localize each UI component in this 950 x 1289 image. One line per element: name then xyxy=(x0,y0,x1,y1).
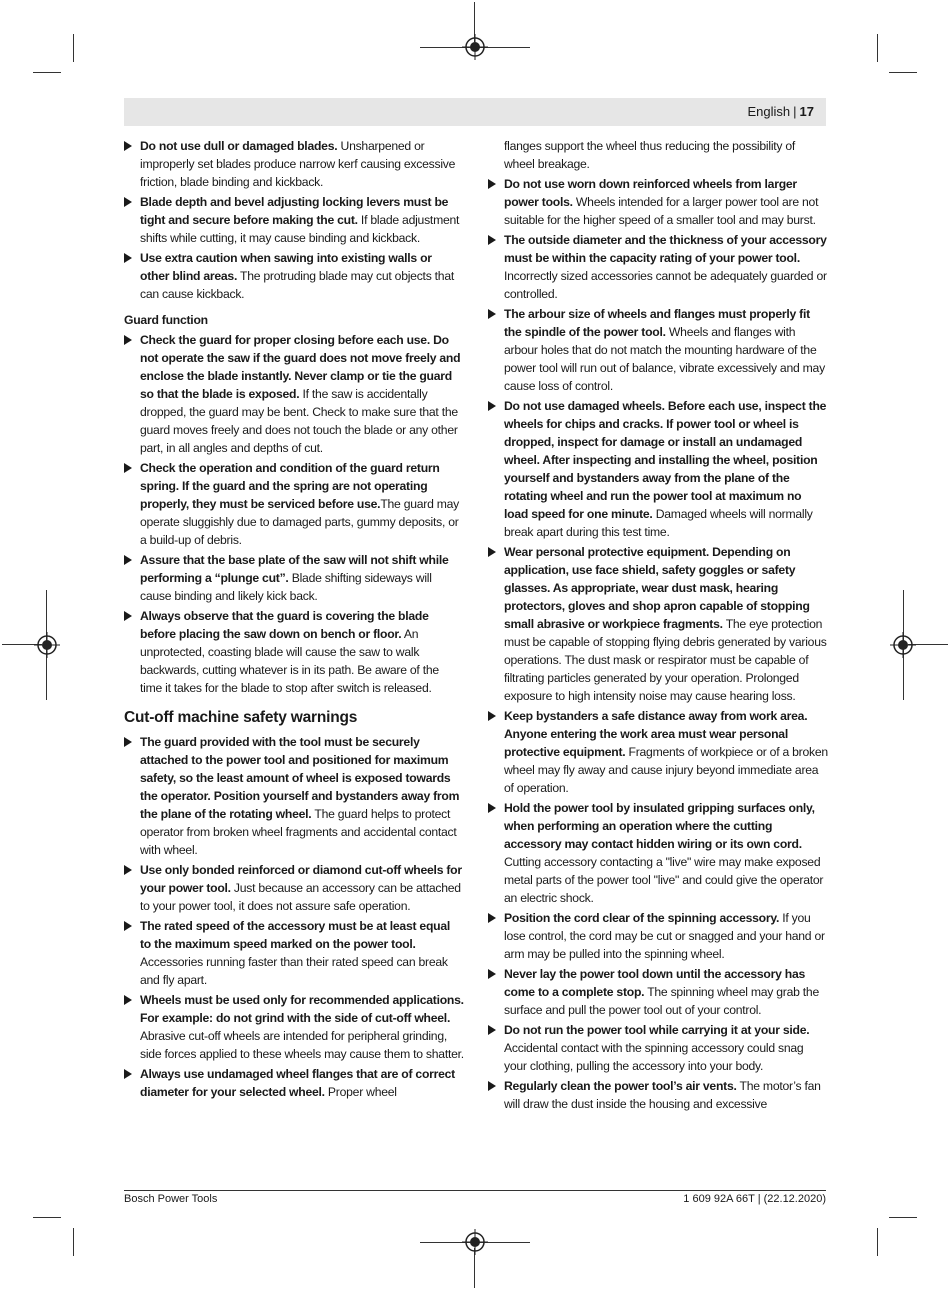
bullet-item xyxy=(124,733,464,859)
bullet-arrow-icon xyxy=(124,995,132,1005)
bullet-bold-text: Check the guard for proper closing before each use. Do not operate the saw if the guard does not move freely and enclose the blade instantly. Never clamp or tie the guard so that the blade is exposed. xyxy=(140,333,461,401)
bullet-text: If you lose control, the cord may be cut or snagged and your hand or arm may be pulled into the spinning wheel. xyxy=(504,911,825,961)
left-column xyxy=(124,137,464,1103)
guard-function-heading: Guard function xyxy=(124,313,208,327)
cutoff-section-title: Cut-off machine safety warnings xyxy=(124,709,358,726)
safety-list-top xyxy=(124,137,464,303)
page-header xyxy=(124,98,826,126)
bullet-arrow-icon xyxy=(124,921,132,931)
continuation-text: flanges support the wheel thus reducing the possibility of wheel breakage. xyxy=(504,139,796,171)
bullet-bold-text: The guard provided with the tool must be securely attached to the power tool and positioned for maximum safety, so the least amount of wheel is exposed towards the operator. Position yourself and bystanders away from the plane of the rotating wheel. xyxy=(140,735,460,821)
bullet-item xyxy=(488,909,828,963)
bullet-bold-text: Check the operation and condition of the guard return spring. If the guard and the spring are not operating properly, they must be serviced before use. xyxy=(140,461,440,511)
bullet-bold-text: Use extra caution when sawing into existing walls or other blind areas. xyxy=(140,251,432,283)
bullet-arrow-icon xyxy=(488,969,496,979)
bullet-text: The motor’s fan will draw the dust inside the housing and excessive xyxy=(504,1079,821,1111)
guard-list xyxy=(124,331,464,697)
bullet-arrow-icon xyxy=(488,235,496,245)
bullet-bold-text: Position the cord clear of the spinning accessory. xyxy=(504,911,780,925)
crop-mark xyxy=(889,1217,917,1218)
bullet-item xyxy=(488,707,828,797)
bullet-item xyxy=(124,459,464,549)
registration-target-icon xyxy=(462,34,488,60)
bullet-text: Proper wheel xyxy=(324,1085,397,1099)
bullet-bold-text: The rated speed of the accessory must be at least equal to the maximum speed marked on the power tool. xyxy=(140,919,451,951)
bullet-arrow-icon xyxy=(124,197,132,207)
bullet-bold-text: Hold the power tool by insulated gripping surfaces only, when performing an operation where the cutting accessory may contact hidden wiring or its own cord. xyxy=(504,801,815,851)
bullet-bold-text: The outside diameter and the thickness of your accessory must be within the capacity rating of your power tool. xyxy=(504,233,827,265)
bullet-text: The protruding blade may cut objects that can cause kickback. xyxy=(140,269,455,301)
bullet-arrow-icon xyxy=(488,547,496,557)
footer-doc-id: 1 609 92A 66T | (22.12.2020) xyxy=(683,1193,826,1205)
bullet-text: Abrasive cut-off wheels are intended for peripheral grinding, side forces applied to these wheels may cause them to shatter. xyxy=(140,1029,464,1061)
bullet-arrow-icon xyxy=(488,179,496,189)
bullet-bold-text: Wheels must be used only for recommended applications. For example: do not grind with the side of cut-off wheel. xyxy=(140,993,464,1025)
header-separator: | xyxy=(793,104,797,119)
bullet-item xyxy=(488,1021,828,1075)
bullet-bold-text: Use only bonded reinforced or diamond cut-off wheels for your power tool. xyxy=(140,863,462,895)
bullet-text: Damaged wheels will normally break apart during this test time. xyxy=(504,507,813,539)
bullet-bold-text: Always use undamaged wheel flanges that are of correct diameter for your selected wheel. xyxy=(140,1067,455,1099)
bullet-item xyxy=(124,249,464,303)
bullet-item xyxy=(124,1065,464,1101)
crop-mark xyxy=(73,34,74,62)
bullet-text: If the saw is accidentally dropped, the guard may be bent. Check to make sure that the guard moves freely and does not touch the blade or any other part, in all angles and depths of cut. xyxy=(140,387,458,455)
bullet-text: Blade shifting sideways will cause binding and likely kick back. xyxy=(140,571,432,603)
bullet-item xyxy=(488,799,828,907)
bullet-arrow-icon xyxy=(124,463,132,473)
bullet-item xyxy=(488,305,828,395)
crop-mark xyxy=(73,1228,74,1256)
header-language: English xyxy=(747,104,791,119)
bullet-bold-text: Keep bystanders a safe distance away from work area. Anyone entering the work area must wear personal protective equipment. xyxy=(504,709,808,759)
bullet-arrow-icon xyxy=(124,141,132,151)
bullet-arrow-icon xyxy=(488,913,496,923)
bullet-item xyxy=(124,861,464,915)
header-label xyxy=(748,104,815,120)
bullet-bold-text: Do not run the power tool while carrying it at your side. xyxy=(504,1023,810,1037)
bullet-text: The spinning wheel may grab the surface and pull the power tool out of your control. xyxy=(504,985,819,1017)
bullet-text: Wheels intended for a larger power tool are not suitable for the higher speed of a smaller tool and may burst. xyxy=(504,195,819,227)
bullet-item xyxy=(488,965,828,1019)
registration-target-icon xyxy=(34,632,60,658)
bullet-arrow-icon xyxy=(488,401,496,411)
bullet-text: The eye protection must be capable of stopping flying debris generated by various operations. The dust mask or respirator must be capable of filtrating particles generated by your operation. Prolonged exposure to high intensity noise may cause hearing loss. xyxy=(504,617,827,703)
bullet-item xyxy=(124,607,464,697)
crop-mark xyxy=(33,1217,61,1218)
bullet-bold-text: The arbour size of wheels and flanges must properly fit the spindle of the power tool. xyxy=(504,307,810,339)
bullet-item xyxy=(124,917,464,989)
bullet-item xyxy=(124,331,464,457)
cutoff-list-continued xyxy=(488,175,828,1113)
bullet-arrow-icon xyxy=(488,309,496,319)
bullet-bold-text: Assure that the base plate of the saw will not shift while performing a “plunge cut”. xyxy=(140,553,449,585)
bullet-arrow-icon xyxy=(124,611,132,621)
footer-rule xyxy=(124,1190,826,1191)
crop-mark xyxy=(877,34,878,62)
right-column xyxy=(488,137,828,1115)
bullet-item xyxy=(488,1077,828,1113)
bullet-text: If blade adjustment shifts while cutting, it may cause binding and kickback. xyxy=(140,213,460,245)
bullet-arrow-icon xyxy=(124,555,132,565)
footer-brand: Bosch Power Tools xyxy=(124,1193,218,1205)
bullet-item xyxy=(124,551,464,605)
bullet-item xyxy=(124,137,464,191)
bullet-arrow-icon xyxy=(124,865,132,875)
bullet-text: Incorrectly sized accessories cannot be adequately guarded or controlled. xyxy=(504,269,827,301)
bullet-bold-text: Regularly clean the power tool’s air vents. xyxy=(504,1079,737,1093)
cutoff-list xyxy=(124,733,464,1101)
bullet-text: Fragments of workpiece or of a broken wheel may fly away and cause injury beyond immediate area of operation. xyxy=(504,745,828,795)
bullet-item xyxy=(488,543,828,705)
bullet-text: Unsharpened or improperly set blades produce narrow kerf causing excessive friction, blade binding and kickback. xyxy=(140,139,456,189)
bullet-arrow-icon xyxy=(124,737,132,747)
bullet-bold-text: Do not use worn down reinforced wheels from larger power tools. xyxy=(504,177,797,209)
bullet-bold-text: Never lay the power tool down until the accessory has come to a complete stop. xyxy=(504,967,806,999)
bullet-item xyxy=(488,231,828,303)
registration-target-icon xyxy=(462,1229,488,1255)
registration-target-icon xyxy=(890,632,916,658)
bullet-text: The guard helps to protect operator from broken wheel fragments and accidental contact with wheel. xyxy=(140,807,457,857)
bullet-bold-text: Wear personal protective equipment. Depending on application, use face shield, safety goggles or safety glasses. As appropriate, wear dust mask, hearing protectors, gloves and shop apron capable of stopping small abrasive or workpiece fragments. xyxy=(504,545,810,631)
bullet-arrow-icon xyxy=(488,711,496,721)
bullet-text: Accessories running faster than their rated speed can break and fly apart. xyxy=(140,955,448,987)
bullet-item xyxy=(124,193,464,247)
bullet-arrow-icon xyxy=(488,1081,496,1091)
bullet-text: Wheels and flanges with arbour holes that do not match the mounting hardware of the power tool will run out of balance, vibrate excessively and may cause loss of control. xyxy=(504,325,825,393)
bullet-item xyxy=(124,991,464,1063)
bullet-arrow-icon xyxy=(488,803,496,813)
bullet-arrow-icon xyxy=(488,1025,496,1035)
bullet-bold-text: Do not use dull or damaged blades. xyxy=(140,139,338,153)
bullet-arrow-icon xyxy=(124,335,132,345)
bullet-item xyxy=(488,175,828,229)
crop-mark xyxy=(877,1228,878,1256)
bullet-arrow-icon xyxy=(124,1069,132,1079)
crop-mark xyxy=(33,72,61,73)
bullet-bold-text: Always observe that the guard is covering the blade before placing the saw down on bench or floor. xyxy=(140,609,429,641)
bullet-text: Accidental contact with the spinning accessory could snag your clothing, pulling the accessory into your body. xyxy=(504,1041,804,1073)
page-number: 17 xyxy=(799,104,814,119)
bullet-text: An unprotected, coasting blade will cause the saw to walk backwards, cutting whatever is in its path. Be aware of the time it takes for the blade to stop after switch is released. xyxy=(140,627,439,695)
bullet-text: Cutting accessory contacting a "live" wire may make exposed metal parts of the power tool "live" and could give the operator an electric shock. xyxy=(504,855,824,905)
bullet-item xyxy=(488,397,828,541)
bullet-text: Just because an accessory can be attached to your power tool, it does not assure safe operation. xyxy=(140,881,461,913)
bullet-bold-text: Do not use damaged wheels. Before each use, inspect the wheels for chips and cracks. If power tool or wheel is dropped, inspect for damage or install an undamaged wheel. After inspecting and installing the wheel, position yourself and bystanders away from the plane of the rotating wheel and run the power tool at maximum no load speed for one minute. xyxy=(504,399,827,521)
bullet-text: The guard may operate sluggishly due to damaged parts, gummy deposits, or a build-up of debris. xyxy=(140,497,460,547)
bullet-bold-text: Blade depth and bevel adjusting locking levers must be tight and secure before making the cut. xyxy=(140,195,449,227)
bullet-arrow-icon xyxy=(124,253,132,263)
crop-mark xyxy=(889,72,917,73)
